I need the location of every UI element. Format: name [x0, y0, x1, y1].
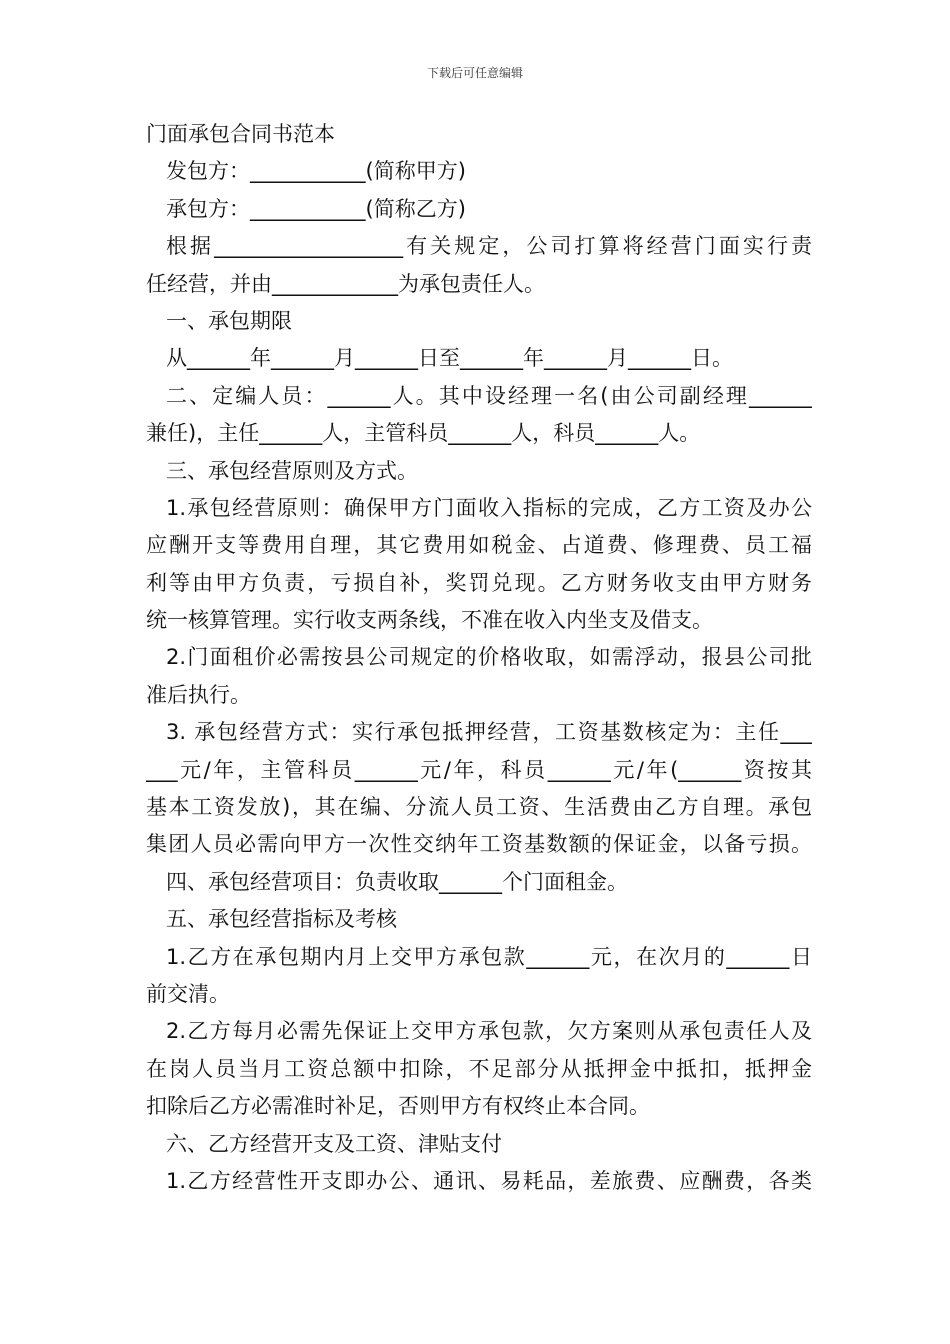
document-line: 从______年______月______日至______年______月______日。	[166, 346, 733, 371]
document-line: 前交清。	[146, 981, 230, 1006]
document-line: 根据__________________有关规定，公司打算将经营门面实行责	[166, 234, 812, 259]
document-line: 发包方：___________(简称甲方)	[166, 159, 466, 184]
document-title: 门面承包合同书范本	[146, 122, 335, 146]
document-line: 三、承包经营原则及方式。	[166, 458, 418, 483]
document-line: 利等由甲方负责，亏损自补，奖罚兑现。乙方财务收支由甲方财务	[146, 570, 812, 595]
document-line: 任经营，并由____________为承包责任人。	[146, 271, 545, 296]
document-line: 应酬开支等费用自理，其它费用如税金、占道费、修理费、员工福	[146, 533, 812, 558]
document-line: 准后执行。	[146, 682, 251, 707]
document-line: 2.乙方每月必需先保证上交甲方承包款，欠方案则从承包责任人及	[166, 1019, 812, 1044]
document-line: 二、定编人员：______人。其中设经理一名(由公司副经理______	[166, 383, 812, 408]
document-line: 1.乙方经营性开支即办公、通讯、易耗品，差旅费、应酬费，各类	[166, 1168, 812, 1193]
document-line: 扣除后乙方必需准时补足，否则甲方有权终止本合同。	[146, 1094, 650, 1119]
document-line: 一、承包期限	[166, 308, 292, 333]
document-line: 1.承包经营原则：确保甲方门面收入指标的完成，乙方工资及办公	[166, 495, 812, 520]
document-line: 承包方：___________(简称乙方)	[166, 196, 466, 221]
document-line: 五、承包经营指标及考核	[166, 907, 397, 932]
document-line: 四、承包经营项目：负责收取______个门面租金。	[166, 869, 628, 894]
document-line: 兼任)，主任______人，主管科员______人，科员______人。	[146, 421, 701, 446]
page-header: 下载后可任意编辑	[426, 66, 523, 80]
document-line: 在岗人员当月工资总额中扣除，不足部分从抵押金中抵扣，抵押金	[146, 1056, 812, 1081]
document-line: 集团人员必需向甲方一次性交纳年工资基数额的保证金，以备亏损。	[146, 832, 812, 857]
document-body	[146, 116, 812, 1200]
document-line: 2.门面租价必需按县公司规定的价格收取，如需浮动，报县公司批	[166, 645, 812, 670]
document-line: ___元/年，主管科员______元/年，科员______元/年(______资按其	[146, 757, 812, 782]
document-line: 3. 承包经营方式：实行承包抵押经营，工资基数核定为：主任___	[166, 720, 812, 745]
document-line: 六、乙方经营开支及工资、津贴支付	[166, 1131, 502, 1156]
document-line: 统一核算管理。实行收支两条线，不准在收入内坐支及借支。	[146, 608, 713, 633]
document-line: 1.乙方在承包期内月上交甲方承包款______元，在次月的______日	[166, 944, 812, 969]
document-line: 基本工资发放)，其在编、分流人员工资、生活费由乙方自理。承包	[146, 795, 812, 820]
